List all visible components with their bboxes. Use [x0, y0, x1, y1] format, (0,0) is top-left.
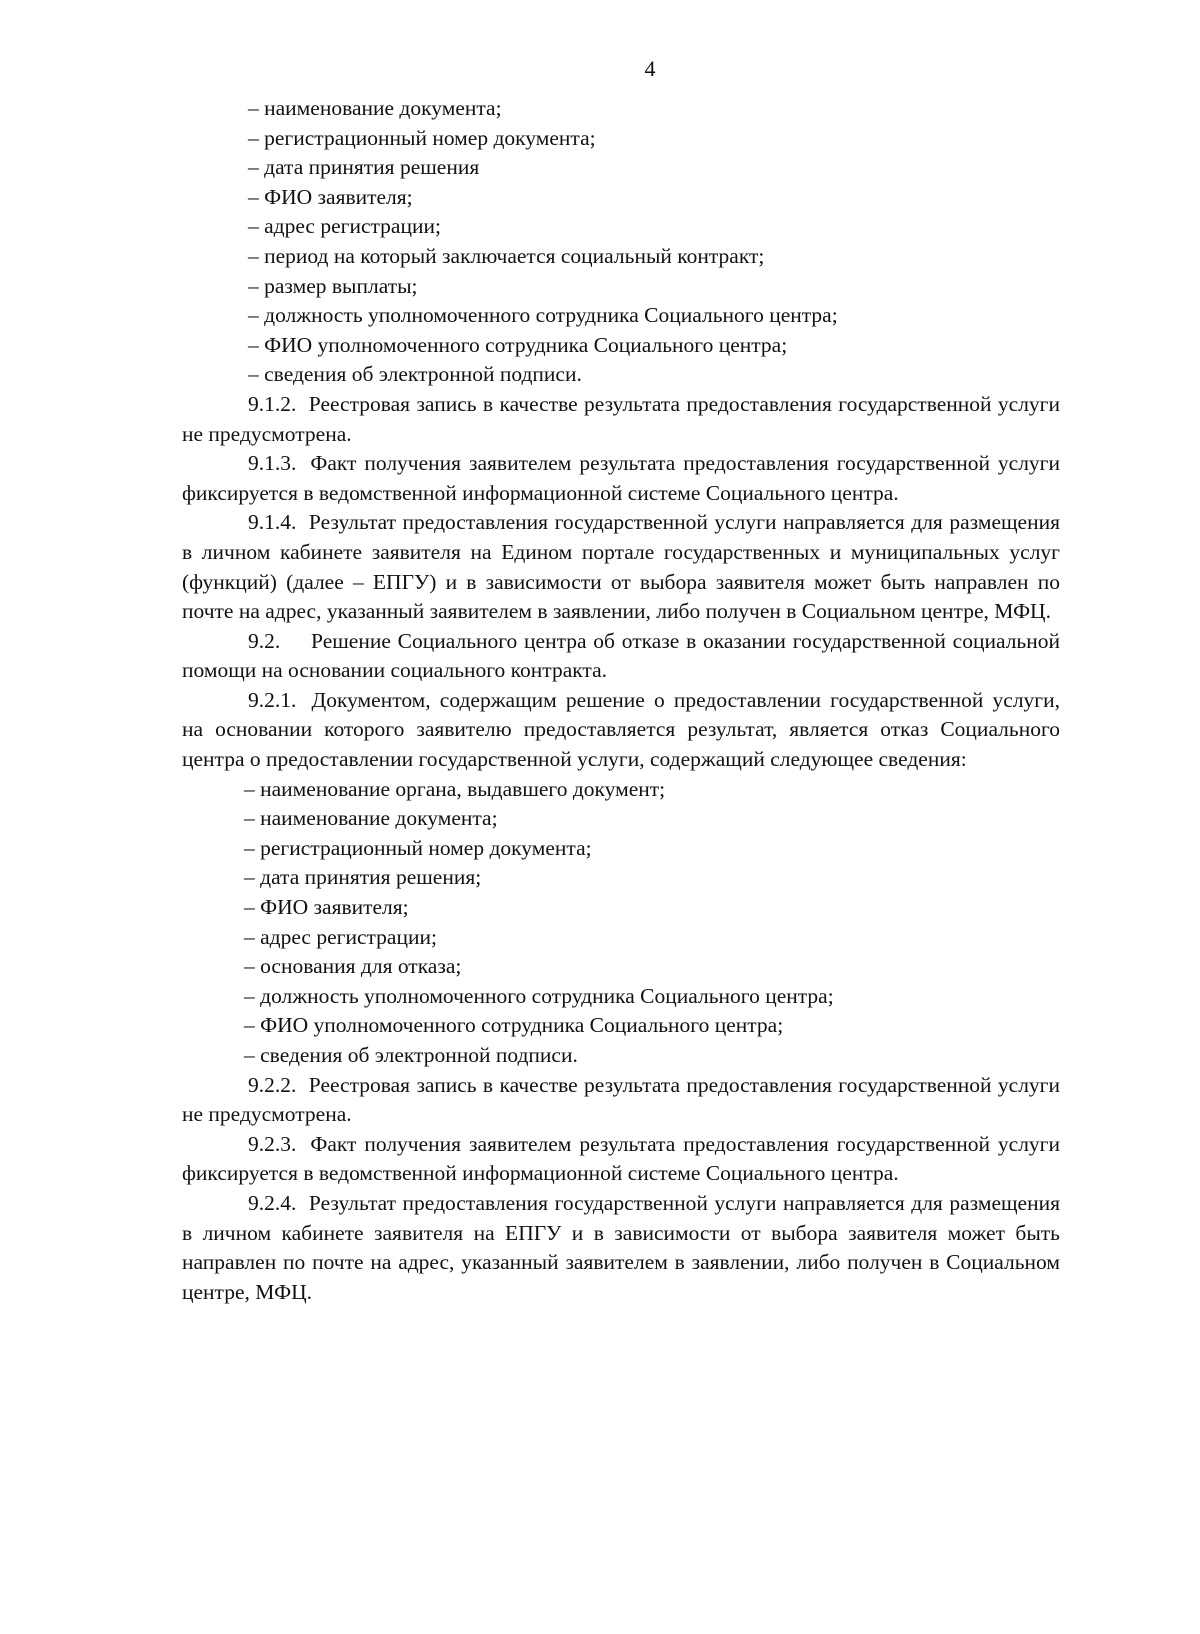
list-item: – регистрационный номер документа; [248, 125, 596, 150]
paragraph-text: Документом, содержащим решение о предоставлении государственной услуги, на основании которого заявителю предоставляется результат, является отказ Социального центра о предоставлении государственной услуги, содержащий следующее сведения: [182, 687, 1061, 772]
list-item: – ФИО заявителя; [244, 895, 409, 920]
document-body [182, 94, 1060, 1307]
list-item: – сведения об электронной подписи. [248, 362, 582, 387]
page-number: 4 [644, 56, 656, 81]
paragraph-text: Реестровая запись в качестве результата предоставления государственной услуги не предусмотрена. [182, 1072, 1061, 1127]
list-item: – дата принятия решения [248, 155, 480, 180]
paragraph-text: Результат предоставления государственной услуги направляется для размещения в личном кабинете заявителя на ЕПГУ и в зависимости от выбора заявителя может быть направлен по почте на адрес, указанный заявителем в заявлении, либо получен в Социальном центре, МФЦ. [182, 1190, 1060, 1304]
refusal-document-details-list [182, 775, 1060, 1071]
list-item: – дата принятия решения; [244, 865, 482, 890]
list-item: – период на который заключается социальный контракт; [248, 243, 765, 268]
paragraph-9-2-4 [182, 1189, 1060, 1307]
paragraph-number: 9.2.4. [248, 1190, 297, 1215]
list-item: – адрес регистрации; [244, 924, 437, 949]
list-item: – ФИО заявителя; [248, 184, 413, 209]
paragraph-number: 9.2.3. [248, 1131, 297, 1156]
list-item: – ФИО уполномоченного сотрудника Социального центра; [244, 1013, 784, 1038]
paragraph-9-2 [182, 627, 1060, 686]
list-item: – наименование документа; [248, 96, 502, 120]
list-item: – наименование документа; [244, 806, 498, 831]
list-item: – должность уполномоченного сотрудника Социального центра; [244, 983, 834, 1008]
list-item: – адрес регистрации; [248, 214, 441, 239]
paragraph-number: 9.2.1. [248, 687, 297, 712]
list-item: – наименование органа, выдавшего документ; [244, 776, 666, 801]
list-item: – ФИО уполномоченного сотрудника Социального центра; [248, 332, 788, 357]
paragraph-text: Факт получения заявителем результата предоставления государственной услуги фиксируется в ведомственной информационной системе Социального центра. [182, 1131, 1060, 1186]
paragraph-number: 9.2.2. [248, 1072, 297, 1097]
paragraph-number: 9.1.3. [248, 451, 297, 476]
paragraph-9-1-2 [182, 390, 1060, 449]
paragraph-number: 9.1.4. [248, 510, 297, 535]
paragraph-text: Реестровая запись в качестве результата предоставления государственной услуги не предусмотрена. [182, 391, 1061, 446]
paragraph-9-1-3 [182, 449, 1060, 508]
paragraph-text: Решение Социального центра об отказе в оказании государственной социальной помощи на основании социального контракта. [182, 628, 1061, 683]
list-item: – сведения об электронной подписи. [244, 1043, 578, 1067]
list-item: – основания для отказа; [244, 954, 462, 979]
paragraph-number: 9.2. [248, 628, 281, 653]
paragraph-text: Факт получения заявителем результата предоставления государственной услуги фиксируется в ведомственной информационной системе Социального центра. [182, 451, 1060, 505]
list-item: – должность уполномоченного сотрудника Социального центра; [248, 303, 838, 328]
paragraph-9-2-3 [182, 1130, 1060, 1189]
paragraph-text: Результат предоставления государственной услуги направляется для размещения в личном кабинете заявителя на Едином портале государственных и муниципальных услуг (функций) (далее – ЕПГУ) и в зависимости от выбора заявителя может быть направлен по почте на адрес, указанный заявителем в заявлении, либо получен в Социальном центре, МФЦ. [182, 510, 1060, 624]
list-item: – размер выплаты; [248, 273, 418, 298]
paragraph-9-2-1 [182, 686, 1060, 775]
list-item: – регистрационный номер документа; [244, 835, 592, 860]
paragraph-9-2-2 [182, 1071, 1060, 1130]
result-document-details-list [182, 94, 1060, 390]
paragraph-9-1-4 [182, 508, 1060, 626]
paragraph-number: 9.1.2. [248, 391, 297, 416]
